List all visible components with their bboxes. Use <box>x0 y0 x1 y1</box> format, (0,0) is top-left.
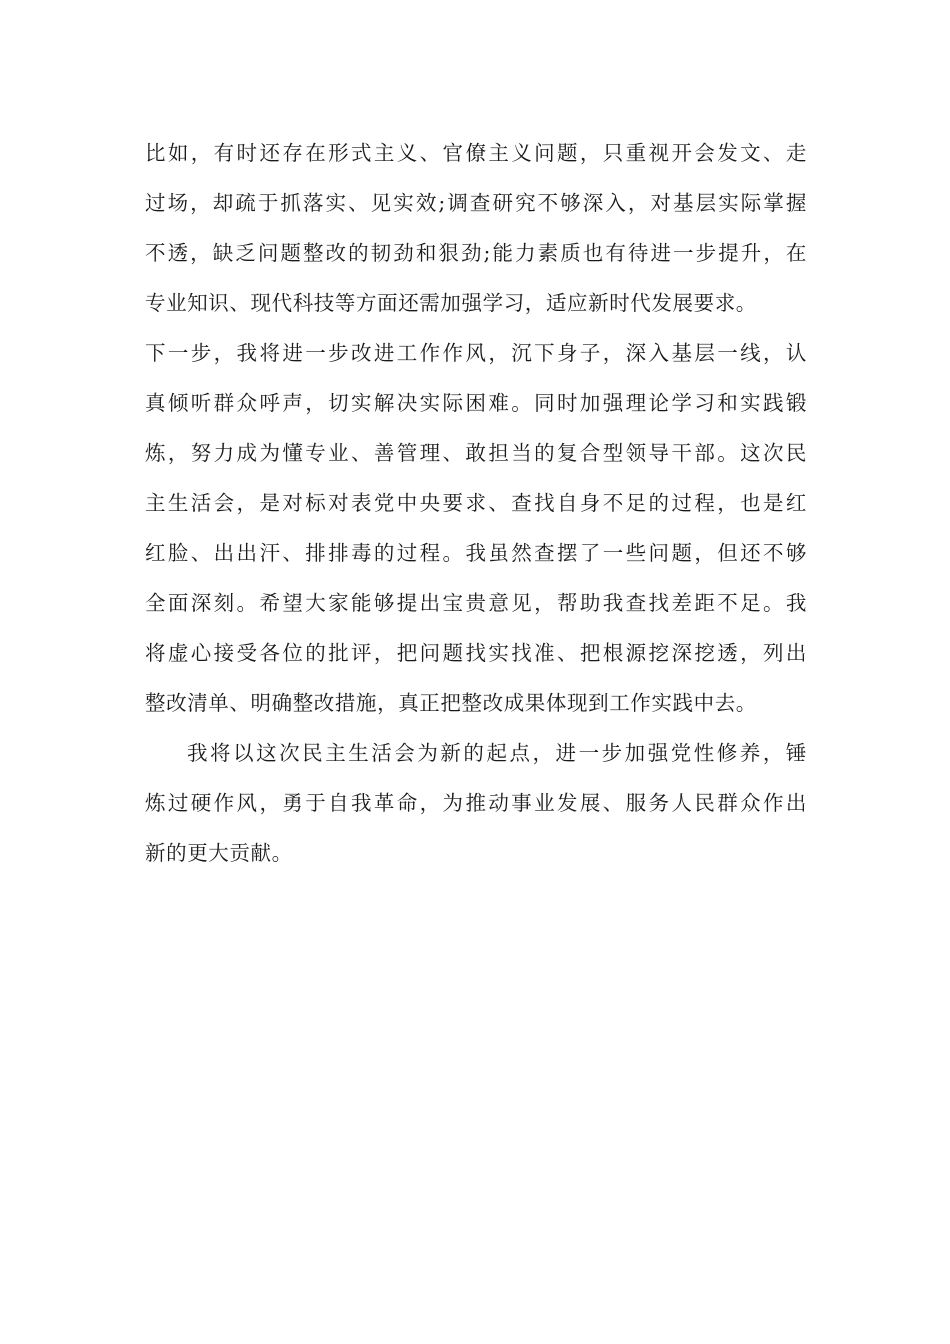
paragraph-line: 主生活会，是对标对表党中央要求、查找自身不足的过程，也是红 <box>145 491 807 515</box>
paragraph-line: 比如，有时还存在形式主义、官僚主义问题，只重视开会发文、走 <box>145 141 807 165</box>
paragraph-line: 将虚心接受各位的批评，把问题找实找准、把根源挖深挖透，列出 <box>145 641 807 665</box>
paragraph-line: 全面深刻。希望大家能够提出宝贵意见，帮助我查找差距不足。我 <box>145 591 807 615</box>
paragraph-line: 红脸、出出汗、排排毒的过程。我虽然查摆了一些问题，但还不够 <box>145 541 807 565</box>
paragraph-line: 整改清单、明确整改措施，真正把整改成果体现到工作实践中去。 <box>145 691 757 715</box>
paragraph-line: 下一步，我将进一步改进工作作风，沉下身子，深入基层一线，认 <box>145 341 807 365</box>
paragraph-line: 真倾听群众呼声，切实解决实际困难。同时加强理论学习和实践锻 <box>145 391 807 415</box>
paragraph-2 <box>145 728 807 878</box>
paragraph-line: 不透，缺乏问题整改的韧劲和狠劲;能力素质也有待进一步提升，在 <box>145 241 807 265</box>
paragraph-1 <box>145 128 807 728</box>
paragraph-line: 专业知识、现代科技等方面还需加强学习，适应新时代发展要求。 <box>145 291 757 315</box>
paragraph-line: 我将以这次民主生活会为新的起点，进一步加强党性修养，锤 <box>187 741 807 765</box>
paragraph-line: 炼，努力成为懂专业、善管理、敢担当的复合型领导干部。这次民 <box>145 441 807 465</box>
paragraph-line: 新的更大贡献。 <box>145 841 293 865</box>
paragraph-line: 炼过硬作风，勇于自我革命，为推动事业发展、服务人民群众作出 <box>145 791 807 815</box>
body-text <box>145 128 807 878</box>
paragraph-line: 过场，却疏于抓落实、见实效;调查研究不够深入，对基层实际掌握 <box>145 191 807 215</box>
